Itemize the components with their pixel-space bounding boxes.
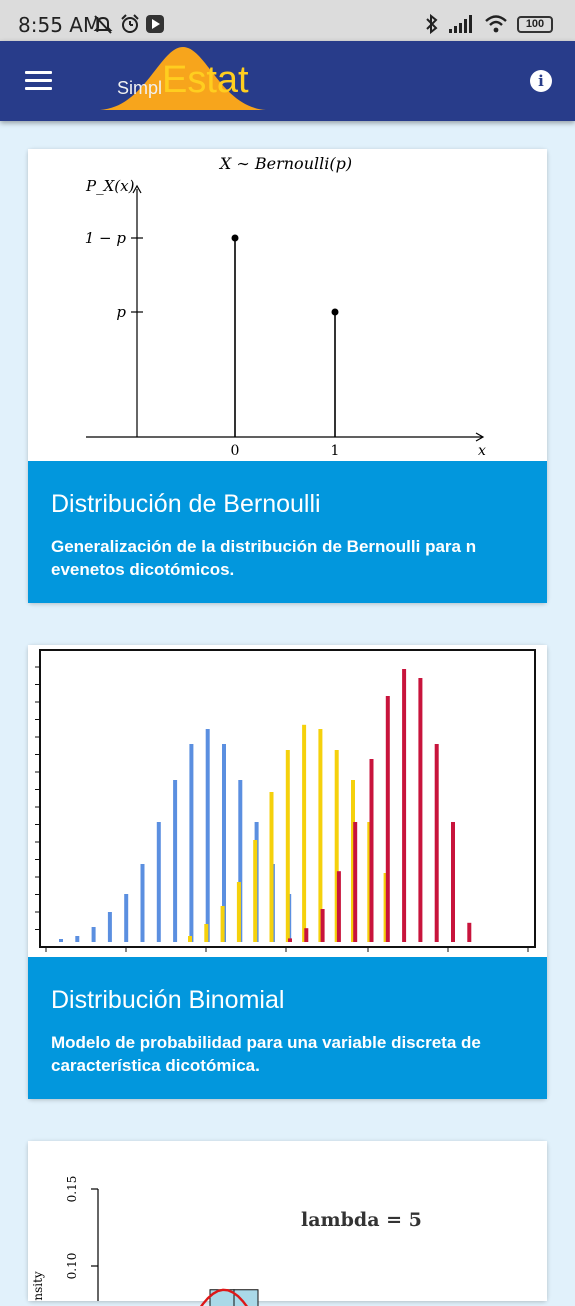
bar xyxy=(353,822,357,942)
battery-icon: 100 xyxy=(517,16,553,33)
bar xyxy=(418,678,422,942)
bar xyxy=(304,928,308,942)
bernoulli-chart xyxy=(28,149,547,461)
menu-icon[interactable] xyxy=(25,71,52,91)
stem-point-0 xyxy=(232,235,239,242)
bar xyxy=(141,864,145,942)
wifi-icon xyxy=(484,15,508,33)
bar xyxy=(370,759,374,942)
bar xyxy=(435,744,439,942)
bar xyxy=(108,912,112,942)
bar xyxy=(206,729,210,942)
bar xyxy=(302,725,306,942)
y-axis-label: P_X(x) xyxy=(86,177,135,195)
binomial-chart xyxy=(28,645,547,957)
card-description: Generalización de la distribución de Bernoulli para n evenetos dicotómicos. xyxy=(51,537,477,579)
card-poisson[interactable] xyxy=(28,1141,547,1301)
bar xyxy=(270,792,274,942)
card-body xyxy=(28,957,547,1099)
card-body xyxy=(28,461,547,603)
bar xyxy=(221,906,225,942)
chart-title: X ∼ Bernoulli(p) xyxy=(219,154,353,173)
app-logo xyxy=(100,45,266,111)
bar xyxy=(75,936,79,942)
x-tick-label-1: 1 xyxy=(330,443,340,459)
lambda-annotation: lambda = 5 xyxy=(301,1209,422,1231)
bar xyxy=(288,938,292,942)
bar xyxy=(173,780,177,942)
status-bar xyxy=(0,0,575,41)
bar xyxy=(286,750,290,942)
card-title: Distribución de Bernoulli xyxy=(51,490,321,518)
bar xyxy=(337,871,341,942)
bar xyxy=(321,909,325,942)
bar xyxy=(237,882,241,942)
stem-point-1 xyxy=(332,309,339,316)
bar xyxy=(189,744,193,942)
bar xyxy=(386,696,390,942)
card-image xyxy=(28,1141,547,1301)
bar xyxy=(451,822,455,942)
y-tick-label-2: 0.10 xyxy=(65,1252,79,1280)
bar xyxy=(253,840,257,942)
card-image xyxy=(28,149,547,461)
play-store-icon xyxy=(146,15,164,33)
card-image xyxy=(28,645,547,957)
y-tick-label-1: 1 − p xyxy=(84,229,126,247)
y-axis-label: nsity xyxy=(31,1271,45,1301)
card-bernoulli[interactable] xyxy=(28,149,547,603)
poisson-chart xyxy=(28,1141,547,1301)
card-binomial[interactable] xyxy=(28,645,547,1099)
status-time: 8:55 AM xyxy=(18,13,101,37)
y-tick-label-1: 0.15 xyxy=(65,1175,79,1203)
card-title: Distribución Binomial xyxy=(51,986,285,1014)
logo-prefix: Simpl xyxy=(117,78,163,98)
bar xyxy=(467,923,471,942)
bar xyxy=(92,927,96,942)
y-tick-label-2: p xyxy=(116,303,126,321)
muted-notifications-icon xyxy=(92,14,114,34)
signal-icon xyxy=(449,15,475,33)
bluetooth-icon xyxy=(424,14,440,34)
logo-main: Estat xyxy=(162,59,249,101)
app-bar xyxy=(0,41,575,121)
bar xyxy=(124,894,128,942)
info-icon[interactable]: i xyxy=(530,70,552,92)
bar xyxy=(402,669,406,942)
bar xyxy=(59,939,63,942)
x-tick-label-0: 0 xyxy=(230,443,240,459)
alarm-icon xyxy=(120,14,140,34)
bar xyxy=(188,936,192,942)
card-description: Modelo de probabilidad para una variable discreta de característica dicotómica. xyxy=(51,1033,481,1075)
x-axis-label: x xyxy=(478,443,486,459)
bar xyxy=(157,822,161,942)
bar xyxy=(204,924,208,942)
